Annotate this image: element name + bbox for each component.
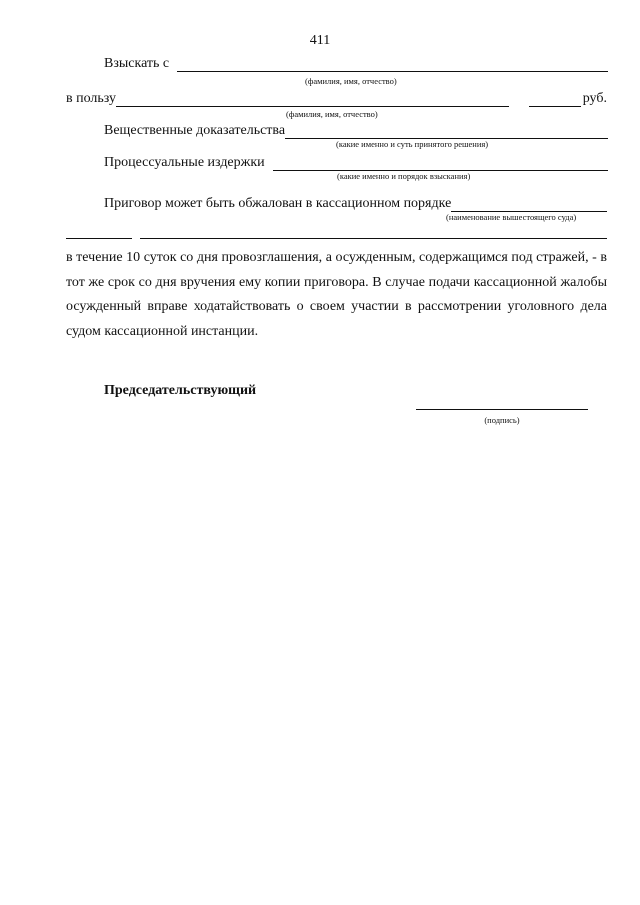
costs-caption: (какие именно и порядок взыскания): [337, 171, 471, 181]
recover-from-label: Взыскать с: [104, 56, 170, 71]
signature-caption: (подпись): [484, 415, 520, 425]
appeal-continuation-line[interactable]: [66, 238, 607, 239]
recover-from-row: [104, 56, 608, 72]
recover-from-field[interactable]: [177, 58, 608, 72]
currency-label: руб.: [582, 91, 607, 106]
recover-from-caption: (фамилия, имя, отчество): [305, 76, 397, 86]
in-favor-label: в пользу: [66, 91, 117, 106]
appeal-label: Приговор может быть обжалован в кассационном порядке: [104, 196, 452, 211]
evidence-row: [104, 123, 608, 139]
evidence-label: Вещественные доказательства: [104, 123, 286, 138]
presiding-judge-title: Председательствующий: [104, 383, 257, 398]
appeal-caption: (наименование вышестоящего суда): [446, 212, 577, 222]
costs-row: [104, 155, 608, 171]
amount-field[interactable]: [529, 93, 581, 107]
appeal-field[interactable]: [451, 198, 607, 212]
appeal-row: [104, 196, 607, 212]
evidence-field[interactable]: [285, 125, 608, 139]
line-break-gap: [132, 236, 140, 240]
in-favor-row: [66, 91, 607, 107]
page-number: 411: [309, 33, 331, 48]
costs-field[interactable]: [273, 157, 608, 171]
in-favor-field[interactable]: [116, 93, 509, 107]
in-favor-caption: (фамилия, имя, отчество): [286, 109, 378, 119]
evidence-caption: (какие именно и суть принятого решения): [336, 139, 489, 149]
appeal-terms-paragraph: в течение 10 суток со дня провозглашения, а осужденным, содержащимся под стражей, - в тот же срок со дня вручения ему копии приговора. В случае подачи кассационной жалобы осужденный вправе ходатайствовать о своем участии в рассмотрении уголовного дела судом кассационной инстанции.: [66, 250, 607, 339]
signature-field[interactable]: [416, 409, 588, 410]
costs-label: Процессуальные издержки: [104, 155, 265, 170]
